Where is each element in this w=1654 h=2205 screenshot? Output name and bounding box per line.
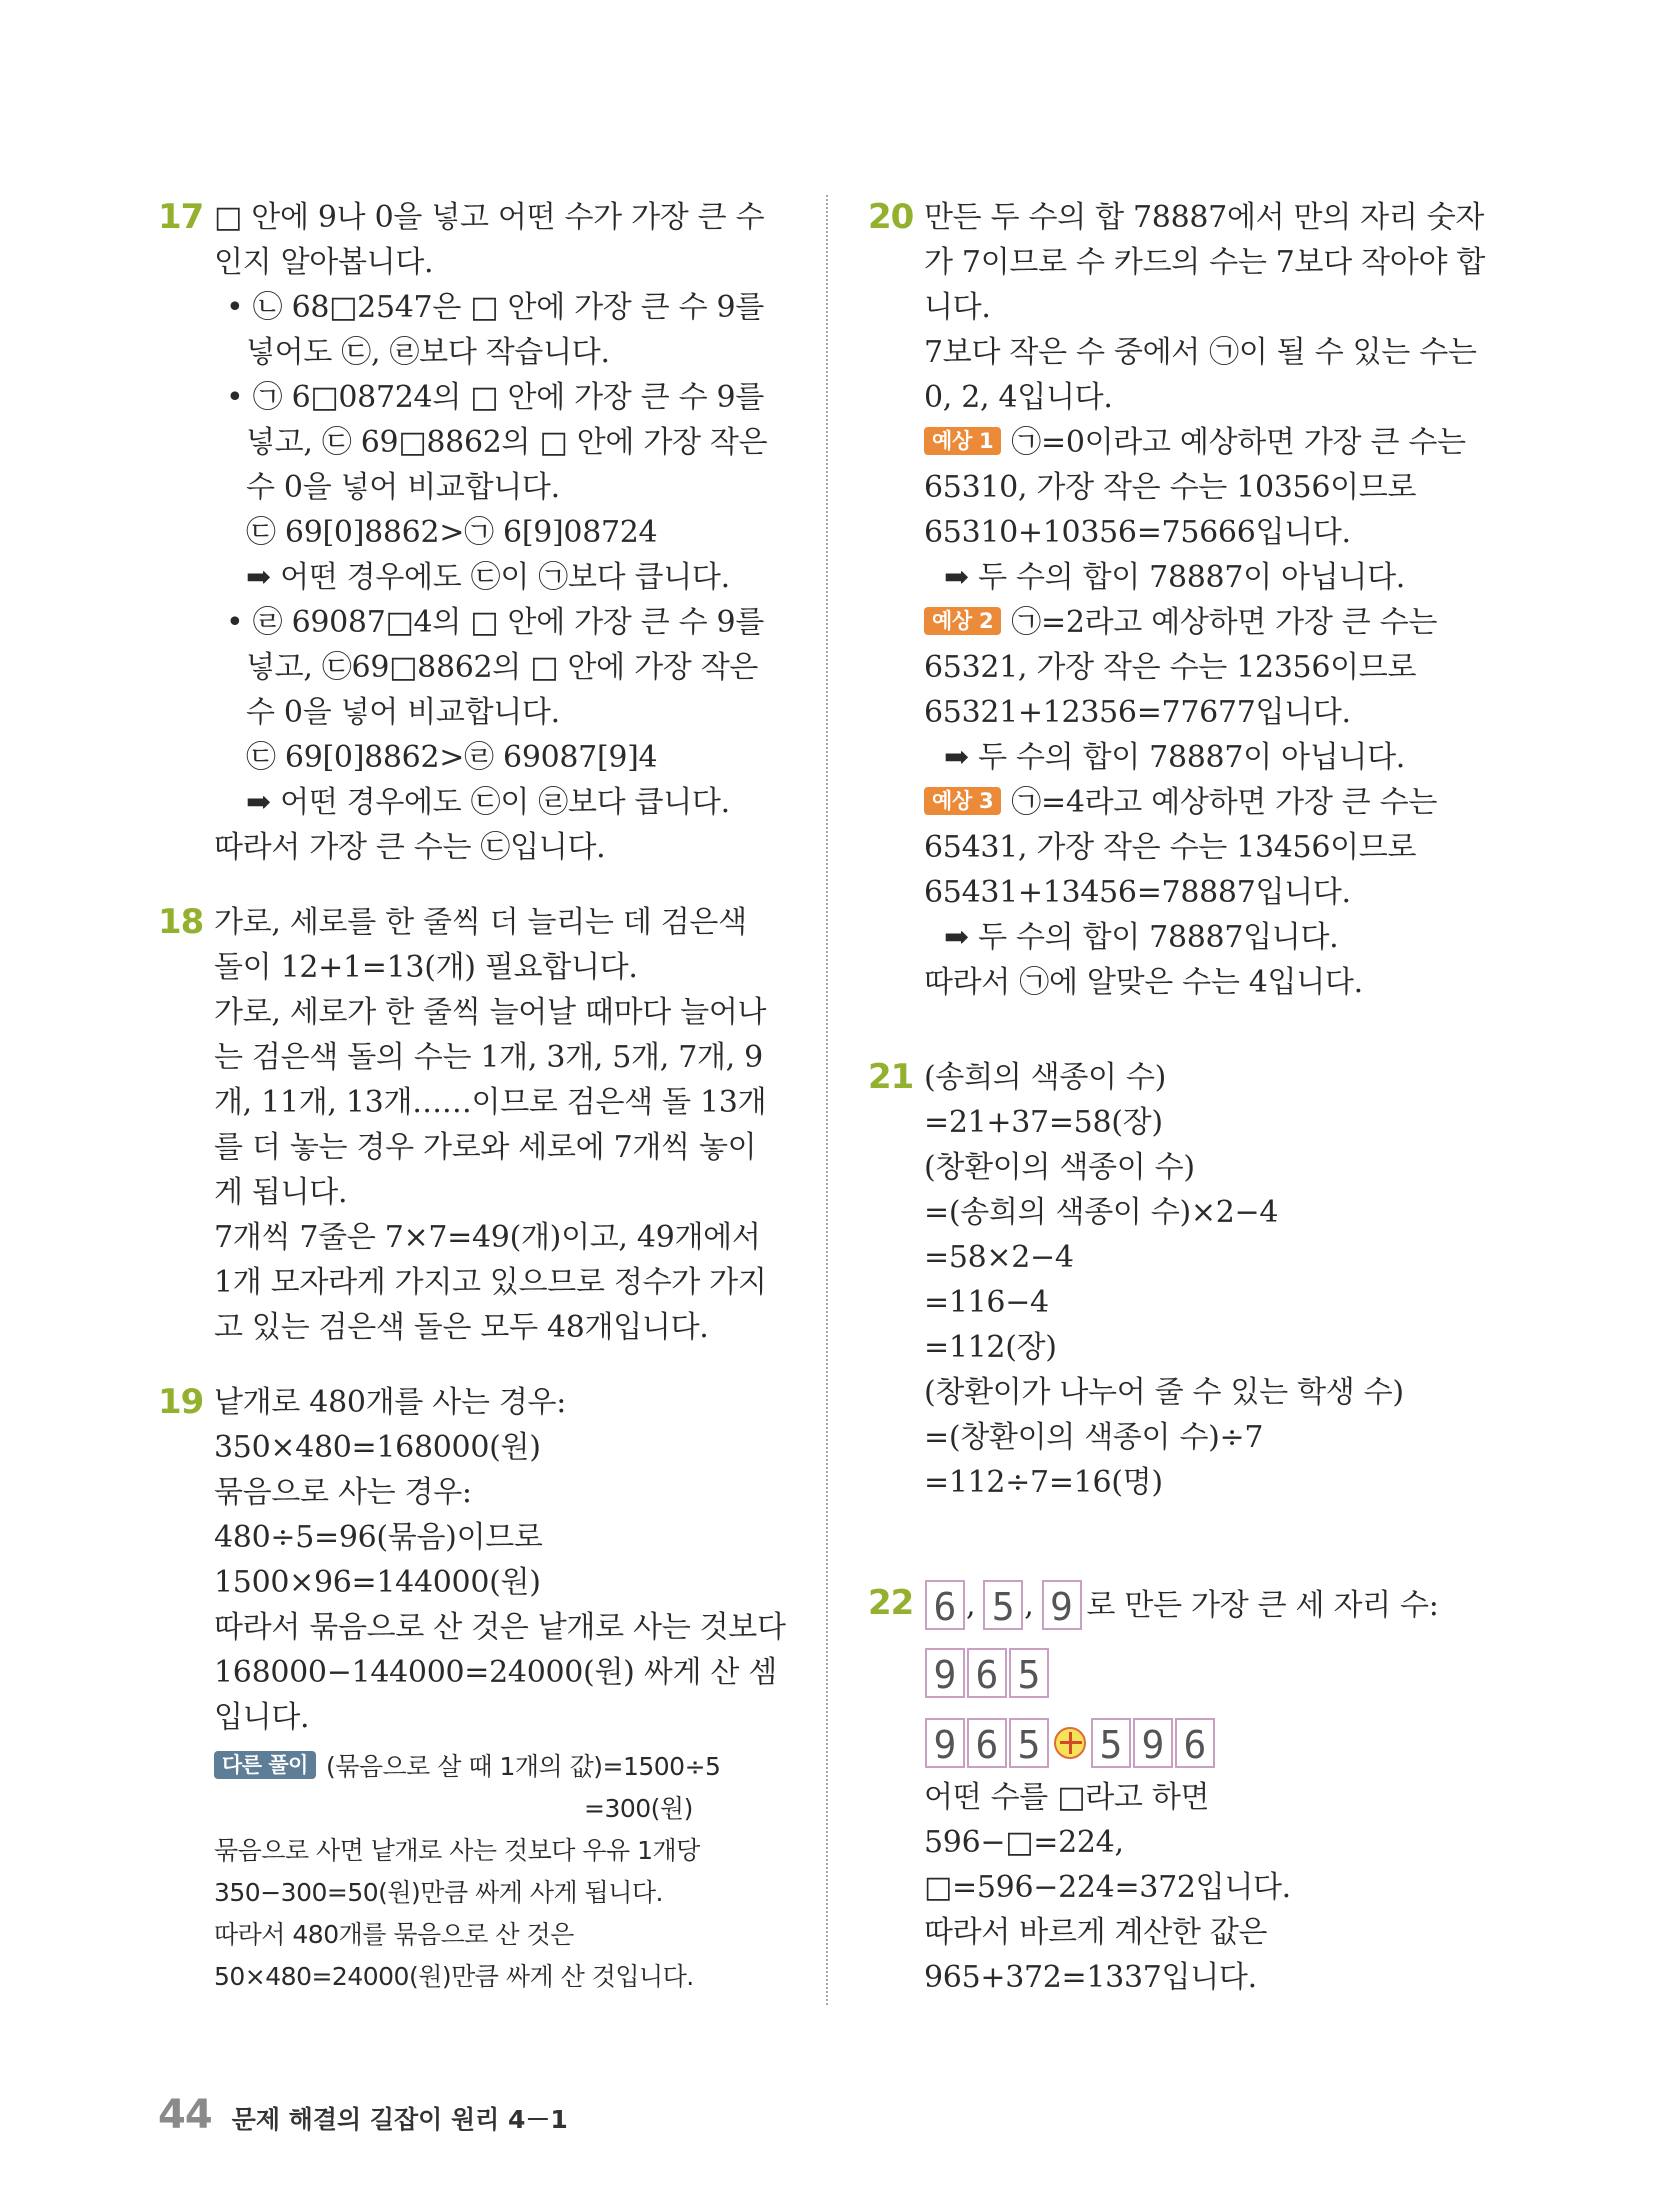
text-line: 350×480=168000(원) [214,1430,541,1465]
number-cards-row [924,1573,1508,1637]
text-line: 596−□=224, [924,1825,1124,1860]
text-line: 965+372=1337입니다. [924,1960,1257,1995]
text-line: ➡ 두 수의 합이 78887이 아닙니다. [944,740,1405,775]
largest-number-cards [924,1641,1508,1705]
text-line: • ㉡ 68□2547은 □ 안에 가장 큰 수 9를 [226,290,765,325]
text-line: =112÷7=16(명) [924,1465,1163,1500]
text-line: =300(원) [584,1794,693,1823]
text-line: 1500×96=144000(원) [214,1565,541,1600]
wrong-calculation-cards [924,1711,1508,1775]
text-line: 넣어도 ㉢, ㉣보다 작습니다. [246,335,610,370]
text-line: 가로, 세로를 한 줄씩 더 늘리는 데 검은색 [214,905,747,940]
text-line: 따라서 묶음으로 산 것은 낱개로 사는 것보다 [214,1610,786,1645]
text-line: 수 0을 넣어 비교합니다. [246,470,560,505]
problem-number: 21 [868,1057,914,1097]
plus-icon [1054,1727,1086,1759]
case-head: ㉠=0이라고 예상하면 가장 큰 수는 [1011,425,1466,460]
text-line: 따라서 가장 큰 수는 ㉢입니다. [214,830,606,865]
text-line: 고 있는 검은색 돌은 모두 48개입니다. [214,1310,709,1345]
case-1-header [924,420,1508,465]
text-line: • ㉣ 69087□4의 □ 안에 가장 큰 수 9를 [226,605,765,640]
text-line: 입니다. [214,1700,310,1735]
text-line: 65310+10356=75666입니다. [924,515,1351,550]
text-line: 어떤 수를 □라고 하면 [924,1780,1210,1815]
problem-20 [868,195,1508,1005]
digit-card: 9 [1133,1718,1173,1768]
text-line: □ 안에 9나 0을 넣고 어떤 수가 가장 큰 수 [214,200,765,235]
separator: , [966,1587,976,1623]
text-line: =(창환이의 색종이 수)÷7 [924,1420,1264,1455]
case-badge: 예상 2 [924,607,1001,635]
number-card: 9 [1042,1580,1082,1630]
text-line: 로 만든 가장 큰 세 자리 수: [1086,1587,1439,1623]
text-line: 가로, 세로가 한 줄씩 늘어날 때마다 늘어나 [214,995,767,1030]
text-line: ㉢ 69[0]8862>㉠ 6[9]08724 [246,515,658,550]
text-line: =21+37=58(장) [924,1105,1163,1140]
book-title: 문제 해결의 길잡이 원리 4－1 [231,2105,568,2134]
case-badge: 예상 3 [924,787,1001,815]
case-head: ㉠=4라고 예상하면 가장 큰 수는 [1011,785,1438,820]
text-line: (송희의 색종이 수) [924,1060,1167,1095]
text-line: 낱개로 480개를 사는 경우: [214,1385,566,1420]
text-line: 돌이 12+1=13(개) 필요합니다. [214,950,638,985]
text-line: 넣고, ㉢ 69□8862의 □ 안에 가장 작은 [246,425,768,460]
case-head: ㉠=2라고 예상하면 가장 큰 수는 [1011,605,1438,640]
text-line: 따라서 ㉠에 알맞은 수는 4입니다. [924,965,1363,1000]
text-line: 50×480=24000(원)만큼 싸게 산 것입니다. [214,1962,694,1991]
problem-number: 19 [158,1382,204,1422]
text-line: 가 7이므로 수 카드의 수는 7보다 작아야 합 [924,245,1486,280]
digit-card: 6 [967,1648,1007,1698]
text-line: 따라서 바르게 계산한 값은 [924,1915,1268,1950]
text-line: 1개 모자라게 가지고 있으므로 정수가 가지 [214,1265,767,1300]
text-line: 만든 두 수의 합 78887에서 만의 자리 숫자 [924,200,1485,235]
problem-18 [158,900,798,1350]
number-card: 5 [983,1580,1023,1630]
problem-19 [158,1380,798,1998]
case-3-header [924,780,1508,825]
text-line: 니다. [924,290,991,325]
digit-card: 5 [1091,1718,1131,1768]
text-line: 0, 2, 4입니다. [924,380,1113,415]
problem-number: 20 [868,197,914,237]
digit-card: 5 [1009,1718,1049,1768]
digit-card: 6 [1175,1718,1215,1768]
number-card: 6 [925,1580,965,1630]
problem-21 [868,1055,1508,1505]
text-line: 65431, 가장 작은 수는 13456이므로 [924,830,1417,865]
text-line: 묶음으로 사는 경우: [214,1475,472,1510]
text-line: (묶음으로 살 때 1개의 값)=1500÷5 [325,1752,721,1781]
text-line: 168000−144000=24000(원) 싸게 산 셈 [214,1655,777,1690]
text-line: • ㉠ 6□08724의 □ 안에 가장 큰 수 9를 [226,380,765,415]
text-line: 350−300=50(원)만큼 싸게 사게 됩니다. [214,1878,663,1907]
column-divider [826,195,828,2005]
text-line: 수 0을 넣어 비교합니다. [246,695,560,730]
text-line: 넣고, ㉢69□8862의 □ 안에 가장 작은 [246,650,759,685]
text-line: ➡ 두 수의 합이 78887이 아닙니다. [944,560,1405,595]
alt-solution-header [214,1746,798,1788]
text-line: 개, 11개, 13개……이므로 검은색 돌 13개 [214,1085,767,1120]
text-line: 게 됩니다. [214,1175,348,1210]
left-column [158,195,798,1998]
text-line: 를 더 놓는 경우 가로와 세로에 7개씩 놓이 [214,1130,757,1165]
problem-number: 17 [158,197,204,237]
text-line: ➡ 두 수의 합이 78887입니다. [944,920,1339,955]
problem-17 [158,195,798,870]
text-line: =112(장) [924,1330,1057,1365]
text-line: 인지 알아봅니다. [214,245,434,280]
text-line: (창환이가 나누어 줄 수 있는 학생 수) [924,1375,1404,1410]
problem-number: 18 [158,902,204,942]
problem-22 [868,1573,1508,2000]
text-line: ➡ 어떤 경우에도 ㉢이 ㉣보다 큽니다. [246,785,730,820]
text-line: =116−4 [924,1285,1049,1320]
digit-card: 9 [925,1648,965,1698]
digit-card: 5 [1009,1648,1049,1698]
page-footer [158,2092,568,2138]
digit-card: 9 [925,1718,965,1768]
text-line: ㉢ 69[0]8862>㉣ 69087[9]4 [246,740,658,775]
text-line: =58×2−4 [924,1240,1074,1275]
text-line: (창환이의 색종이 수) [924,1150,1195,1185]
text-line: 65310, 가장 작은 수는 10356이므로 [924,470,1417,505]
text-line: 따라서 480개를 묶음으로 산 것은 [214,1920,574,1949]
text-line: =(송희의 색종이 수)×2−4 [924,1195,1279,1230]
text-line: 65321, 가장 작은 수는 12356이므로 [924,650,1417,685]
problem-number: 22 [868,1583,914,1623]
alt-solution-badge: 다른 풀이 [214,1751,316,1779]
text-line: 는 검은색 돌의 수는 1개, 3개, 5개, 7개, 9 [214,1040,763,1075]
text-line: 묶음으로 사면 낱개로 사는 것보다 우유 1개당 [214,1836,700,1865]
text-line: 480÷5=96(묶음)이므로 [214,1520,543,1555]
text-line: 65321+12356=77677입니다. [924,695,1351,730]
text-line: □=596−224=372입니다. [924,1870,1291,1905]
text-line: 7개씩 7줄은 7×7=49(개)이고, 49개에서 [214,1220,761,1255]
digit-card: 6 [967,1718,1007,1768]
page-number: 44 [158,2092,212,2138]
separator: , [1024,1587,1034,1623]
case-badge: 예상 1 [924,427,1001,455]
right-column [868,195,1508,2000]
case-2-header [924,600,1508,645]
text-line: 65431+13456=78887입니다. [924,875,1351,910]
text-line: 7보다 작은 수 중에서 ㉠이 될 수 있는 수는 [924,335,1477,370]
text-line: ➡ 어떤 경우에도 ㉢이 ㉠보다 큽니다. [246,560,730,595]
